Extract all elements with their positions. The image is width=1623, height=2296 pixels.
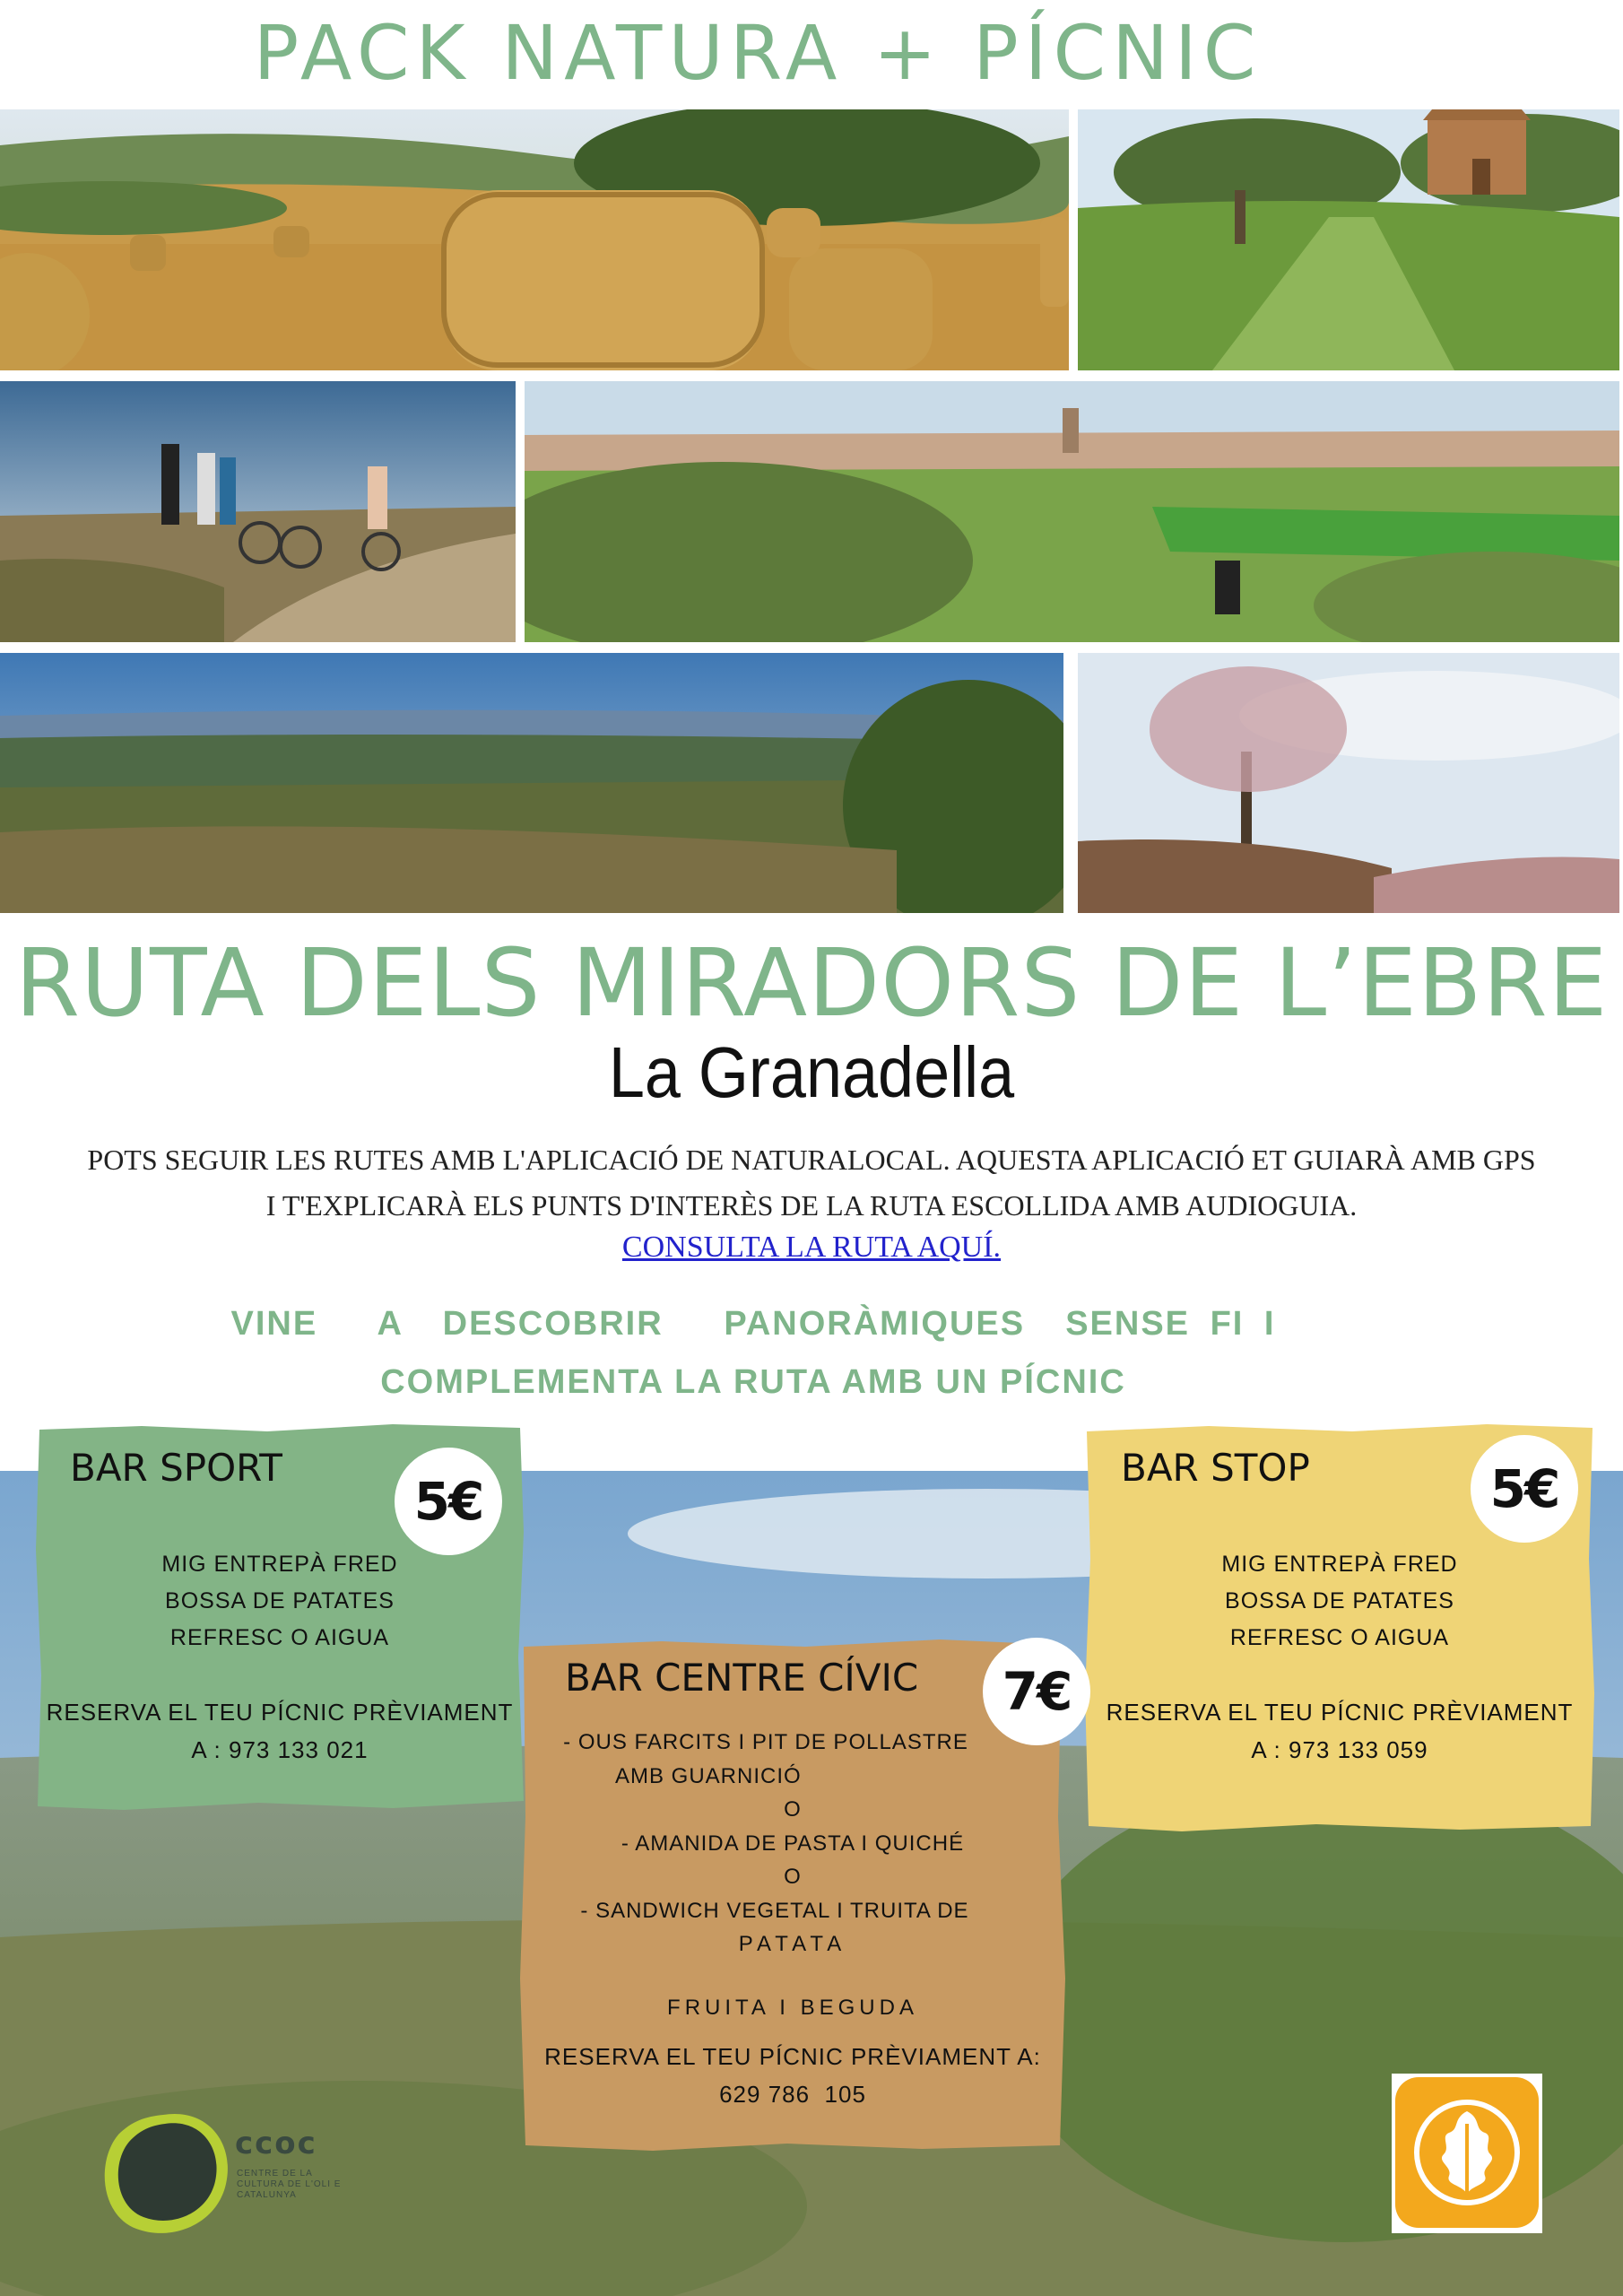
- ccoc-name: ccoc: [235, 2126, 317, 2161]
- reserve-text: RESERVA EL TEU PÍCNIC PRÈVIAMENT A:: [544, 2043, 1041, 2070]
- photo-hay-bales: [0, 109, 1069, 370]
- menu-item: PATATA: [738, 1932, 847, 1956]
- route-link[interactable]: CONSULTA LA RUTA AQUÍ.: [621, 1231, 1002, 1264]
- card-bar-sport: [34, 1424, 525, 1812]
- tagline-picnic: COMPLEMENTA LA RUTA AMB UN PÍCNIC: [380, 1363, 1126, 1401]
- menu-item: REFRESC O AIGUA: [1229, 1625, 1450, 1650]
- menu-separator: O: [784, 1865, 802, 1889]
- route-title: RUTA DELS MIRADORS DE L’EBRE: [14, 928, 1609, 1038]
- menu-item: MIG ENTREPÀ FRED: [161, 1552, 398, 1577]
- menu-item: REFRESC O AIGUA: [169, 1625, 390, 1650]
- price-badge: 7€: [983, 1638, 1090, 1745]
- intro-text: POTS SEGUIR LES RUTES AMB L'APLICACIÓ DE NATURALOCAL. AQUESTA APLICACIÓ ET GUIARÀ AMB GPS I T'EXPLICARÀ ELS PUNTS D'INTERÈS DE LA RUTA ESCOLLIDA AMB AUDIOGUIA.: [87, 1144, 1536, 1222]
- ccoc-logo: [100, 2108, 352, 2242]
- menu-item: BOSSA DE PATATES: [1225, 1588, 1454, 1613]
- fruit-drink: FRUITA I BEGUDA: [667, 1996, 918, 2020]
- menu-item: BOSSA DE PATATES: [165, 1588, 395, 1613]
- pack-title: PACK NATURA + PÍCNIC: [253, 9, 1263, 97]
- menu-item: - SANDWICH VEGETAL I TRUITA DE: [580, 1898, 969, 1923]
- photo-village-panorama: [525, 381, 1619, 642]
- photo-cyclists: [0, 381, 516, 642]
- card-bar-stop: [1083, 1424, 1596, 1832]
- reserve-text: RESERVA EL TEU PÍCNIC PRÈVIAMENT: [1106, 1699, 1574, 1726]
- reserve-phone: 629 786 105: [719, 2081, 866, 2108]
- price-badge: 5€: [395, 1448, 502, 1555]
- photo-stone-hut: [1078, 109, 1619, 370]
- town-name: La Granadella: [608, 1032, 1015, 1112]
- naturalocal-app-icon[interactable]: [1392, 2074, 1542, 2233]
- ccoc-subtitle: CATALUNYA: [237, 2190, 297, 2200]
- ccoc-subtitle: CENTRE DE LA: [237, 2169, 313, 2179]
- ccoc-subtitle: CULTURA DE L'OLI E: [237, 2179, 342, 2189]
- reserve-phone: A : 973 133 021: [191, 1736, 369, 1763]
- card-title: BAR STOP: [1121, 1446, 1310, 1490]
- menu-item: - OUS FARCITS I PIT DE POLLASTRE: [563, 1730, 968, 1754]
- menu-item: AMB GUARNICIÓ: [615, 1763, 802, 1788]
- card-bar-centre-civic: [518, 1638, 1072, 2152]
- menu-separator: O: [784, 1797, 802, 1822]
- price-badge: 5€: [1471, 1435, 1578, 1543]
- photo-almond-tree: [1078, 653, 1619, 913]
- reserve-text: RESERVA EL TEU PÍCNIC PRÈVIAMENT: [46, 1699, 514, 1726]
- card-title: BAR SPORT: [70, 1446, 282, 1490]
- tagline-discover: VINE A DESCOBRIR PANORÀMIQUES SENSE FI I: [230, 1305, 1276, 1343]
- menu-item: MIG ENTREPÀ FRED: [1221, 1552, 1458, 1577]
- card-title: BAR CENTRE CÍVIC: [565, 1656, 919, 1700]
- menu-item: - AMANIDA DE PASTA I QUICHÉ: [621, 1831, 965, 1856]
- reserve-phone: A : 973 133 059: [1251, 1736, 1428, 1763]
- photo-valley-view: [0, 653, 1063, 913]
